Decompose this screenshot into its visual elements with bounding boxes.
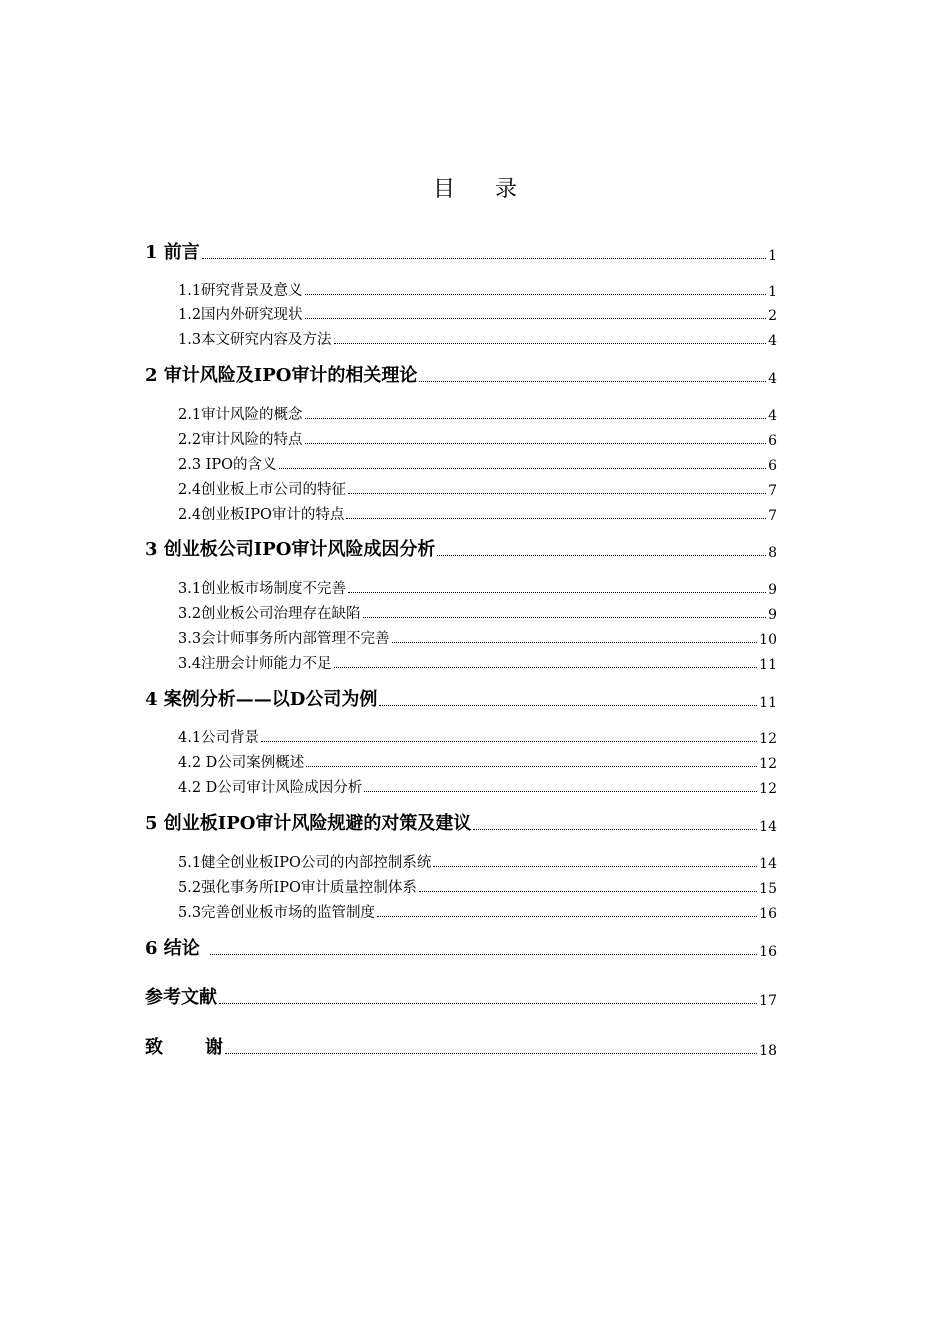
leader-dots: [377, 915, 757, 917]
leader-dots: [363, 616, 767, 618]
toc-entry-page: 12: [759, 781, 777, 797]
toc-entry-page: 4: [768, 408, 777, 424]
toc-entry-label: 2 审计风险及IPO审计的相关理论: [145, 365, 418, 386]
leader-dots: [225, 1052, 757, 1054]
leader-dots: [202, 257, 766, 259]
toc-entry-section[interactable]: [178, 624, 777, 648]
toc-entry-page: 16: [759, 906, 777, 922]
toc-entry-section[interactable]: [178, 425, 777, 449]
toc-entry-page: 11: [759, 695, 777, 711]
toc-entry-page: 2: [768, 308, 777, 324]
toc-entry-page: 1: [768, 284, 777, 300]
toc-entry-label: 4.2 D公司案例概述: [178, 755, 305, 771]
toc-entry-section[interactable]: [178, 723, 777, 747]
toc-entry-label: 3.2创业板公司治理存在缺陷: [178, 606, 361, 622]
toc-entry-page: 14: [759, 819, 777, 835]
leader-dots: [219, 1002, 757, 1004]
toc-entry-label: 1.3本文研究内容及方法: [178, 332, 332, 348]
leader-dots: [473, 828, 757, 830]
leader-dots: [305, 442, 767, 444]
toc-entry-page: 6: [768, 433, 777, 449]
toc-entry-label: 4.2 D公司审计风险成因分析: [178, 780, 363, 796]
toc-entry-label: [145, 1033, 223, 1059]
toc-entry-page: 10: [759, 632, 777, 648]
toc-entry-section[interactable]: [178, 450, 777, 474]
leader-dots: [305, 293, 767, 295]
leader-dots: [346, 517, 766, 519]
toc-entry-page: 4: [768, 333, 777, 349]
toc-entry-section[interactable]: [178, 574, 777, 598]
toc-entry-page: 15: [759, 881, 777, 897]
leader-dots: [334, 666, 758, 668]
leader-dots: [261, 740, 757, 742]
toc-entry-label: 1.2国内外研究现状: [178, 307, 303, 323]
leader-dots: [279, 467, 767, 469]
leader-dots: [210, 953, 757, 955]
toc-entry-section[interactable]: [178, 748, 777, 772]
leader-dots: [306, 765, 757, 767]
leader-dots: [433, 865, 757, 867]
toc-entry-section[interactable]: [178, 848, 777, 872]
toc-entry-label: 参考文献: [145, 987, 217, 1008]
toc-entry-chapter-6[interactable]: [145, 936, 777, 960]
toc-entry-label: 2.4创业板IPO审计的特点: [178, 507, 345, 523]
toc-entry-acknowledgements[interactable]: [145, 1035, 777, 1059]
leader-dots: [348, 591, 766, 593]
toc-entry-label: 5.3完善创业板市场的监管制度: [178, 905, 376, 921]
toc-entry-section[interactable]: [178, 325, 777, 349]
toc-entry-label: 3.3会计师事务所内部管理不完善: [178, 631, 390, 647]
toc-entry-section[interactable]: [178, 898, 777, 922]
toc-entry-label: 1 前言: [145, 242, 200, 263]
toc-entry-label: 2.4创业板上市公司的特征: [178, 482, 347, 498]
leader-dots: [305, 417, 767, 419]
toc-entry-page: 14: [759, 856, 777, 872]
toc-entry-page: 16: [759, 944, 777, 960]
leader-dots: [305, 317, 767, 319]
toc-entry-page: 12: [759, 756, 777, 772]
toc-entry-section[interactable]: [178, 300, 777, 324]
toc-entry-label: 2.3 IPO的含义: [178, 457, 277, 473]
toc-entry-section[interactable]: [178, 500, 777, 524]
leader-dots: [419, 380, 766, 382]
toc-title-left: 目: [432, 177, 455, 202]
toc-entry-page: 18: [759, 1043, 777, 1059]
leader-dots: [392, 641, 758, 643]
leader-dots: [334, 342, 767, 344]
leader-dots: [419, 890, 757, 892]
leader-dots: [364, 790, 757, 792]
toc-entry-label: 2.1审计风险的概念: [178, 407, 303, 423]
toc-entry-section[interactable]: [178, 599, 777, 623]
toc-entry-label: 3.4注册会计师能力不足: [178, 656, 332, 672]
toc-entry-label: 2.2审计风险的特点: [178, 432, 303, 448]
toc-entry-label: 1.1研究背景及意义: [178, 283, 303, 299]
toc-entry-label: 5 创业板IPO审计风险规避的对策及建议: [145, 813, 472, 834]
toc-entry-page: 17: [759, 993, 777, 1009]
toc-entry-section[interactable]: [178, 475, 777, 499]
toc-title-right: 录: [495, 177, 518, 202]
toc-entry-section[interactable]: [178, 873, 777, 897]
toc-entry-page: 9: [768, 582, 777, 598]
toc-entry-label: 5.1健全创业板IPO公司的内部控制系统: [178, 855, 432, 871]
toc-entry-page: 11: [759, 657, 777, 673]
ack-right-char: 谢: [205, 1037, 223, 1058]
toc-entry-page: 12: [759, 731, 777, 747]
toc-entry-label: 6 结论: [145, 938, 200, 959]
toc-entry-label: 4.1公司背景: [178, 730, 260, 746]
toc-entry-section[interactable]: [178, 276, 777, 300]
toc-entry-page: 6: [768, 458, 777, 474]
toc-entry-label: 3 创业板公司IPO审计风险成因分析: [145, 539, 436, 560]
toc-entry-chapter-3[interactable]: [145, 537, 777, 561]
toc-entry-section[interactable]: [178, 400, 777, 424]
toc-entry-page: 9: [768, 607, 777, 623]
leader-dots: [379, 704, 757, 706]
toc-entry-label: 3.1创业板市场制度不完善: [178, 581, 347, 597]
toc-entry-section[interactable]: [178, 773, 777, 797]
leader-dots: [348, 492, 766, 494]
toc-entry-page: 8: [768, 545, 777, 561]
toc-entry-chapter-5[interactable]: [145, 811, 777, 835]
toc-entry-page: 4: [768, 371, 777, 387]
toc-entry-chapter-2[interactable]: [145, 363, 777, 387]
toc-entry-page: 7: [768, 483, 777, 499]
ack-left-char: 致: [145, 1037, 163, 1058]
toc-entry-page: 7: [768, 508, 777, 524]
leader-dots: [437, 554, 766, 556]
toc-entry-label: 5.2强化事务所IPO审计质量控制体系: [178, 880, 417, 896]
toc-entry-chapter-1[interactable]: [145, 240, 777, 264]
toc-entry-section[interactable]: [178, 649, 777, 673]
toc-entry-page: 1: [768, 248, 777, 264]
toc-entry-chapter-4[interactable]: [145, 687, 777, 711]
toc-entry-references[interactable]: [145, 985, 777, 1009]
toc-entry-label: 4 案例分析——以D公司为例: [145, 689, 378, 710]
